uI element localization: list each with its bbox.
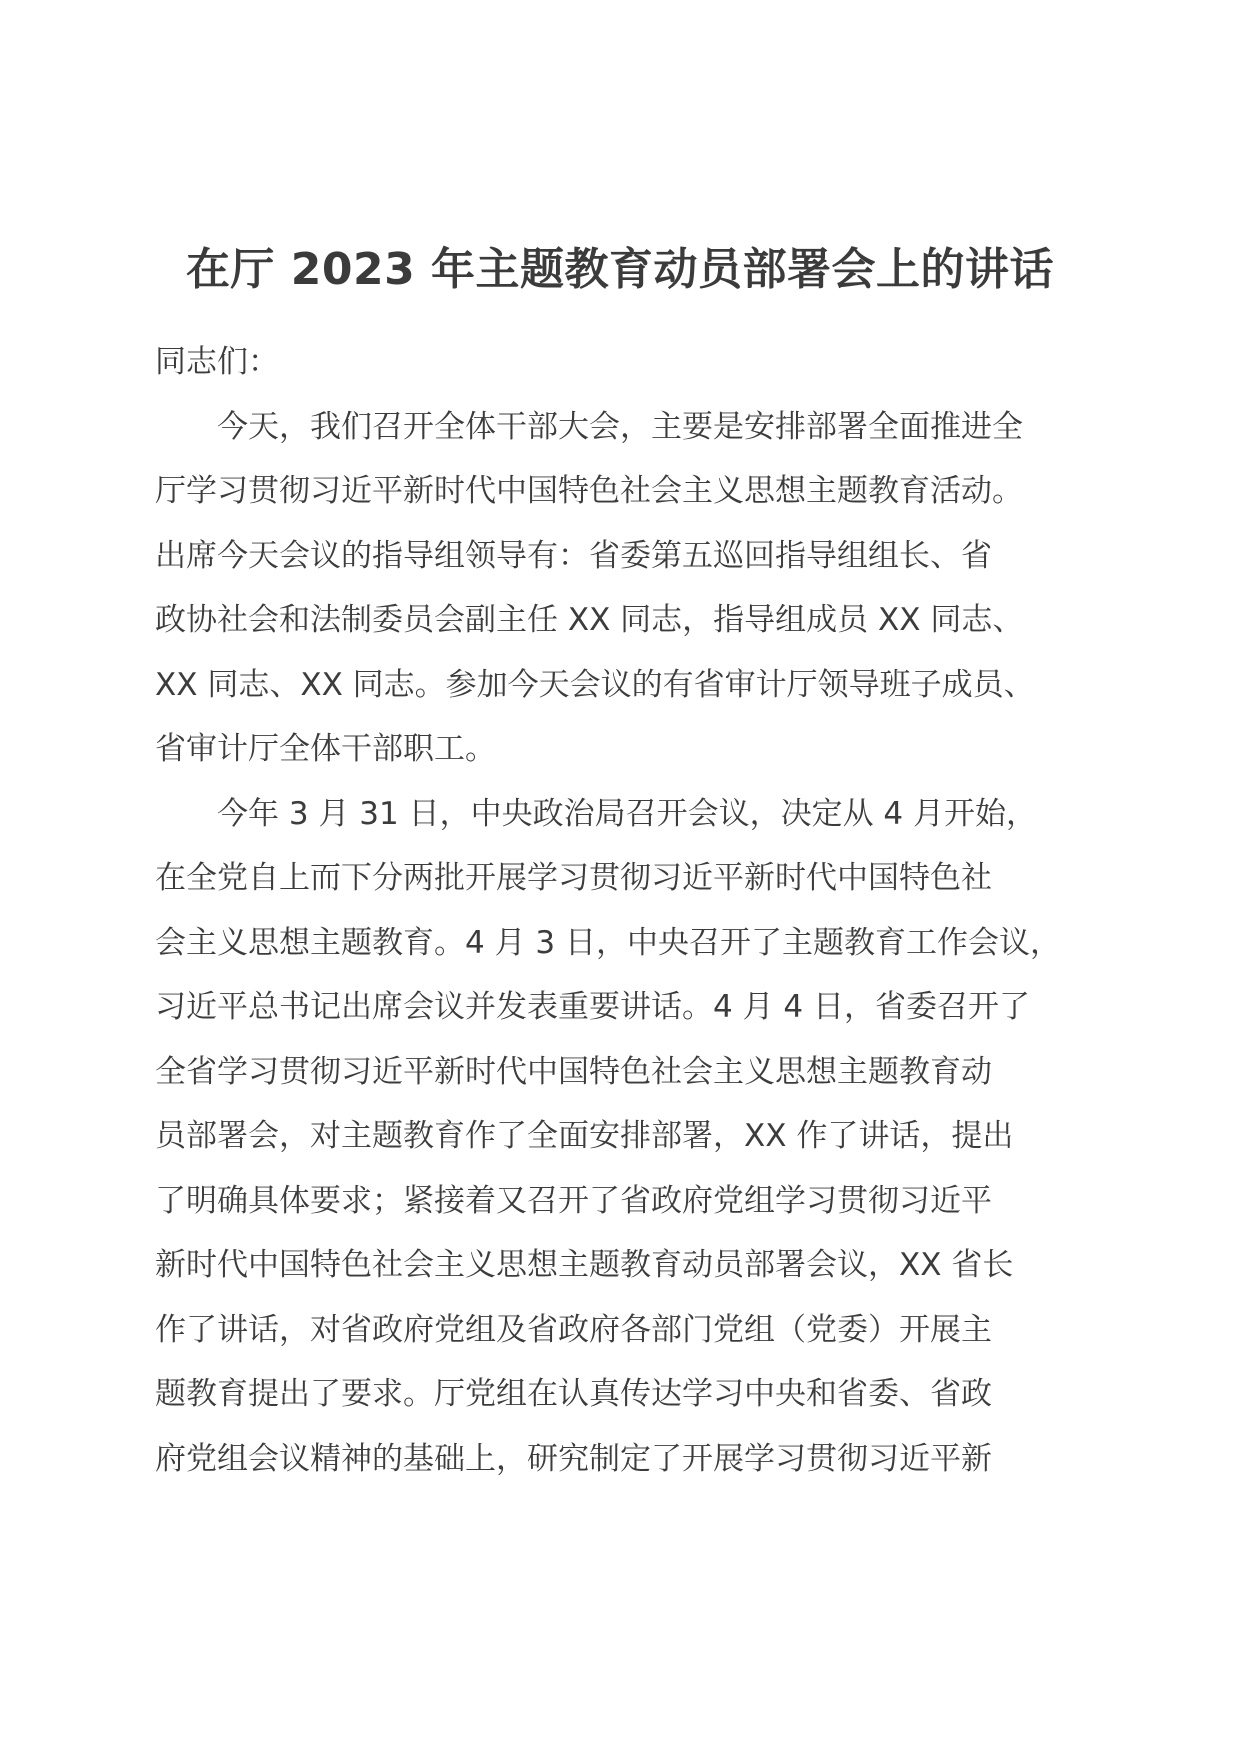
body-line: 作了讲话，对省政府党组及省政府各部门党组（党委）开展主 <box>155 1311 992 1348</box>
body-line: 习近平总书记出席会议并发表重要讲话。4 月 4 日，省委召开了 <box>155 989 1031 1025</box>
body-line: 员部署会，对主题教育作了全面安排部署，XX 作了讲话，提出 <box>155 1118 1014 1154</box>
body-line: 出席今天会议的指导组领导有：省委第五巡回指导组组长、省 <box>155 537 992 574</box>
body-line: 厅学习贯彻习近平新时代中国特色社会主义思想主题教育活动。 <box>155 473 1023 509</box>
body-line: XX 同志、XX 同志。参加今天会议的有省审计厅领导班子成员、 <box>155 666 1035 703</box>
body-line: 题教育提出了要求。厅党组在认真传达学习中央和省委、省政 <box>155 1376 992 1412</box>
body-line: 全省学习贯彻习近平新时代中国特色社会主义思想主题教育动 <box>155 1053 992 1090</box>
body-line: 新时代中国特色社会主义思想主题教育动员部署会议，XX 省长 <box>155 1247 1014 1283</box>
body-line: 省审计厅全体干部职工。 <box>155 731 496 767</box>
body-line: 同志们： <box>155 344 279 380</box>
body-line: 会主义思想主题教育。4 月 3 日，中央召开了主题教育工作会议， <box>155 924 1062 961</box>
document-title: 在厅 2023 年主题教育动员部署会上的讲话 <box>185 244 1055 295</box>
body-line: 政协社会和法制委员会副主任 XX 同志，指导组成员 XX 同志、 <box>155 602 1024 638</box>
body-line: 在全党自上而下分两批开展学习贯彻习近平新时代中国特色社 <box>155 860 992 896</box>
body-line: 了明确具体要求；紧接着又召开了省政府党组学习贯彻习近平 <box>155 1182 992 1219</box>
document-body <box>155 330 1115 1491</box>
body-line: 府党组会议精神的基础上，研究制定了开展学习贯彻习近平新 <box>155 1440 992 1477</box>
body-line: 今年 3 月 31 日，中央政治局召开会议，决定从 4 月开始， <box>155 795 1038 832</box>
body-line: 今天，我们召开全体干部大会，主要是安排部署全面推进全 <box>155 408 1023 445</box>
